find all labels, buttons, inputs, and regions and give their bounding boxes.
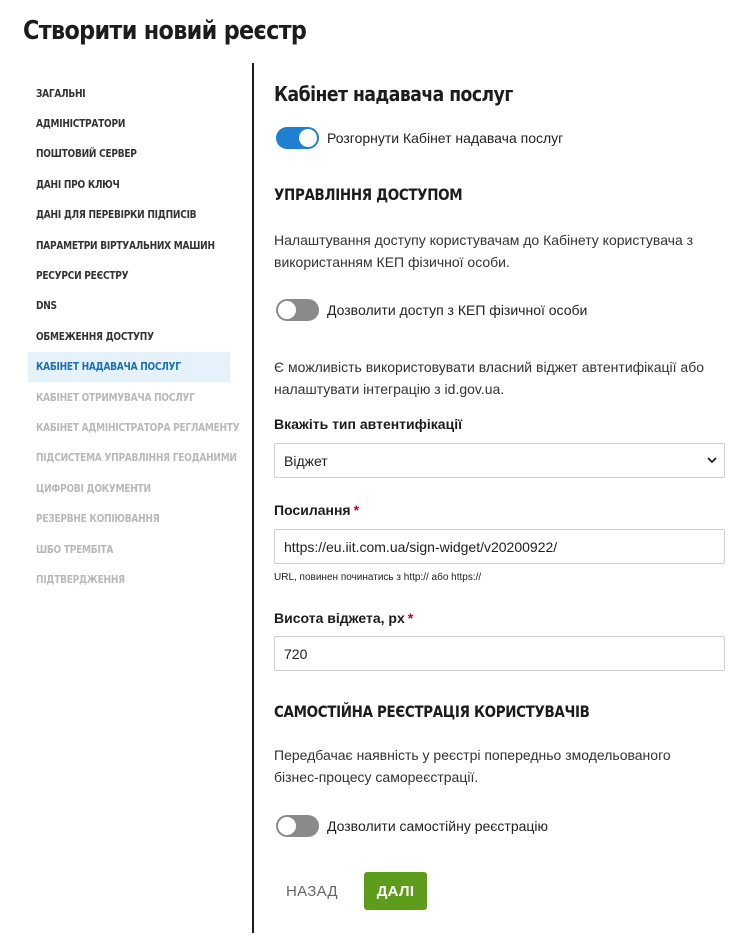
sidebar-item-label: ОБМЕЖЕННЯ ДОСТУПУ	[36, 329, 154, 343]
url-label-text: Посилання	[274, 502, 351, 518]
sidebar-nav	[28, 78, 240, 595]
access-info: Є можливість використовувати власний віджет автентифікації або налаштувати інтеграцію з id.gov.ua.	[274, 359, 704, 397]
url-input-value: https://eu.iit.com.ua/sign-widget/v20200922/	[284, 538, 558, 555]
sidebar-item[interactable]	[28, 443, 237, 473]
auth-type-select[interactable]	[274, 443, 725, 478]
sidebar-item[interactable]	[28, 352, 230, 382]
toggle-knob	[278, 817, 296, 835]
url-input[interactable]	[274, 529, 725, 564]
sidebar-item[interactable]	[28, 412, 240, 442]
kep-toggle-row	[276, 299, 587, 321]
widget-height-value: 720	[284, 645, 308, 662]
url-label	[274, 502, 359, 518]
page-title: Створити новий реєстр	[23, 16, 307, 46]
sidebar-item-label: ЗАГАЛЬНІ	[36, 86, 86, 100]
sidebar-item[interactable]	[28, 382, 230, 412]
sidebar-item-label: ПОШТОВИЙ СЕРВЕР	[36, 147, 137, 161]
required-mark: *	[407, 610, 414, 626]
sidebar-item[interactable]	[28, 78, 230, 108]
sidebar-item-label: КАБІНЕТ ОТРИМУВАЧА ПОСЛУГ	[36, 390, 195, 404]
sidebar-item[interactable]	[28, 260, 230, 290]
kep-access-toggle-label: Дозволити доступ з КЕП фізичної особи	[327, 302, 588, 318]
sidebar-item[interactable]	[28, 503, 230, 533]
deploy-toggle-row	[276, 127, 563, 149]
url-hint: URL, повинен починатись з http:// або https://	[274, 572, 482, 583]
back-button[interactable]: НАЗАД	[286, 883, 338, 900]
self-registration-toggle[interactable]	[276, 815, 319, 837]
sidebar-item-label: РЕЗЕРВНЕ КОПІЮВАННЯ	[36, 512, 160, 526]
self-registration-toggle-label: Дозволити самостійну реєстрацію	[327, 818, 549, 834]
sidebar-item[interactable]	[28, 534, 230, 564]
sidebar-item-label: ДАНІ ДЛЯ ПЕРЕВІРКИ ПІДПИСІВ	[36, 208, 197, 222]
kep-access-toggle[interactable]	[276, 299, 319, 321]
required-mark: *	[353, 502, 360, 518]
sidebar-item-label: ПІДТВЕРДЖЕННЯ	[36, 572, 125, 586]
sidebar-item[interactable]	[28, 169, 230, 199]
auth-type-label: Вкажіть тип автентифікації	[274, 416, 463, 432]
self-registration-description: Передбачає наявність у реєстрі попередньо змодельованого бізнес-процесу самореєстрації.	[274, 747, 671, 785]
sidebar-item-label: ПАРАМЕТРИ ВІРТУАЛЬНИХ МАШИН	[36, 238, 215, 252]
section-title: Кабінет надавача послуг	[274, 82, 513, 106]
widget-height-input[interactable]	[274, 636, 725, 671]
access-description: Налаштування доступу користувачам до Кабінету користувача з використанням КЕП фізичної особи.	[274, 232, 694, 270]
sidebar-item-label: КАБІНЕТ АДМІНІСТРАТОРА РЕГЛАМЕНТУ	[36, 420, 240, 434]
auth-type-value: Віджет	[284, 452, 328, 469]
self-registration-section-title: САМОСТІЙНА РЕЄСТРАЦІЯ КОРИСТУВАЧІВ	[274, 702, 590, 721]
sidebar-item-label: ЦИФРОВІ ДОКУМЕНТИ	[36, 481, 151, 495]
toggle-knob	[299, 129, 317, 147]
sidebar-item[interactable]	[28, 321, 230, 351]
sidebar-item-label: РЕСУРСИ РЕЄСТРУ	[36, 269, 129, 283]
next-button[interactable]: ДАЛІ	[364, 872, 427, 910]
sidebar-item-label: ПІДСИСТЕМА УПРАВЛІННЯ ГЕОДАНИМИ	[36, 451, 237, 465]
sidebar-item[interactable]	[28, 139, 230, 169]
deploy-toggle-label: Розгорнути Кабінет надавача послуг	[327, 130, 564, 146]
sidebar-item-label: КАБІНЕТ НАДАВАЧА ПОСЛУГ	[36, 360, 181, 374]
height-label-text: Висота віджета, px	[274, 610, 405, 626]
sidebar-item[interactable]	[28, 108, 230, 138]
sidebar-item[interactable]	[28, 291, 230, 321]
sidebar-item-label: DNS	[36, 299, 57, 313]
access-section-title: УПРАВЛІННЯ ДОСТУПОМ	[274, 185, 463, 204]
sidebar-item-label: ДАНІ ПРО КЛЮЧ	[36, 177, 120, 191]
sidebar-item[interactable]	[28, 230, 230, 260]
height-label	[274, 610, 413, 626]
sidebar-item[interactable]	[28, 473, 230, 503]
chevron-down-icon	[706, 454, 718, 466]
vertical-divider	[252, 63, 254, 933]
sidebar-item[interactable]	[28, 564, 230, 594]
toggle-knob	[278, 301, 296, 319]
deploy-toggle[interactable]	[276, 127, 319, 149]
sidebar-item-label: ШБО ТРЕМБІТА	[36, 542, 114, 556]
sidebar-item[interactable]	[28, 200, 230, 230]
self-reg-toggle-row	[276, 815, 548, 837]
sidebar-item-label: АДМІНІСТРАТОРИ	[36, 117, 126, 131]
